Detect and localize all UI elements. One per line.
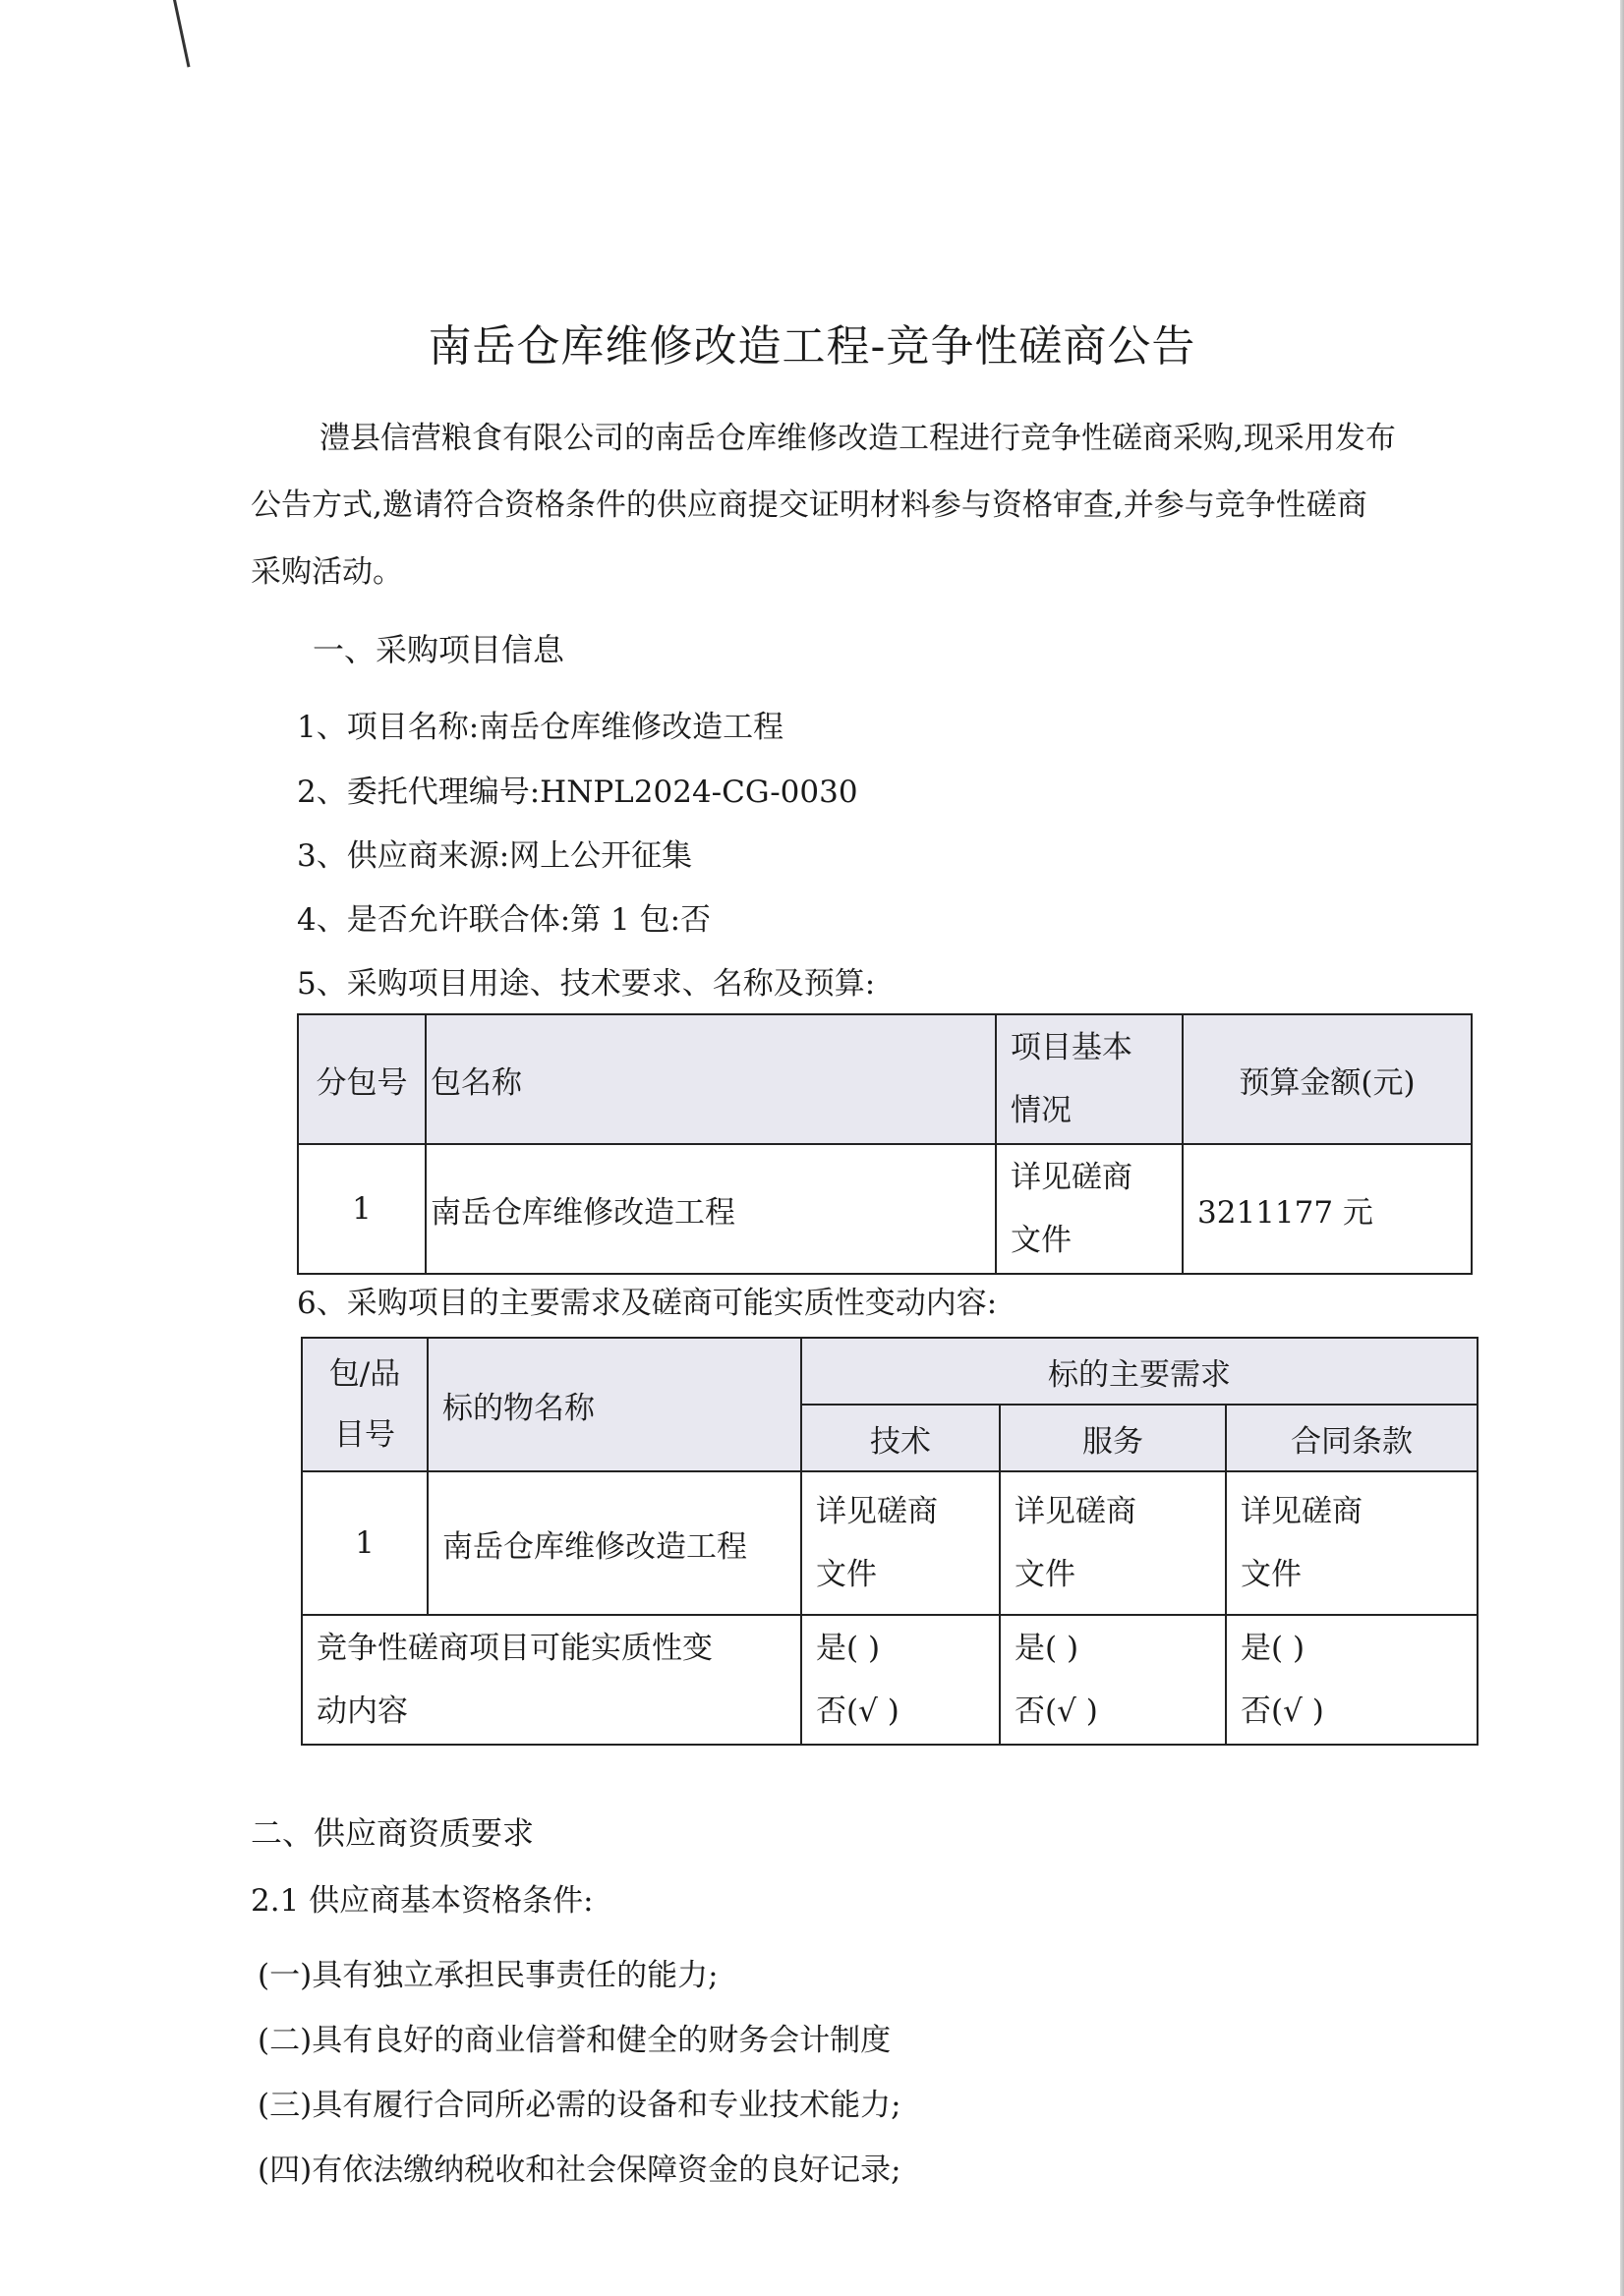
cell-change-service xyxy=(1000,1615,1226,1745)
requirements-table xyxy=(301,1337,1479,1746)
cell-change-service-yes: 是( ) xyxy=(1015,1631,1079,1666)
intro-line-1: 澧县信营粮食有限公司的南岳仓库维修改造工程进行竞争性磋商采购,现采用发布 xyxy=(319,421,1396,456)
qualification-item-2: (二)具有良好的商业信誉和健全的财务会计制度 xyxy=(258,2023,892,2058)
cell-service-line1: 详见磋商 xyxy=(1015,1494,1136,1529)
cell-change-label-line2: 动内容 xyxy=(317,1693,408,1729)
cell-service-line2: 文件 xyxy=(1015,1557,1075,1592)
qualification-item-1: (一)具有独立承担民事责任的能力; xyxy=(258,1958,719,1993)
header-package-no: 分包号 xyxy=(298,1014,426,1144)
section2-heading: 二、供应商资质要求 xyxy=(251,1814,535,1852)
cell-contract-line1: 详见磋商 xyxy=(1241,1494,1363,1529)
req-header-row-1 xyxy=(302,1338,1478,1405)
cell-change-tech xyxy=(801,1615,1000,1745)
cell-tech-line2: 文件 xyxy=(816,1557,877,1592)
budget-table xyxy=(297,1013,1473,1275)
header-pkg-line2: 目号 xyxy=(334,1417,395,1453)
cell-budget: 3211177 元 xyxy=(1183,1144,1472,1274)
item-consortium: 4、是否允许联合体:第 1 包:否 xyxy=(297,902,712,938)
cell-change-label xyxy=(302,1615,801,1745)
cell-change-contract-no: 否(√ ) xyxy=(1241,1693,1324,1729)
item-supplier-source: 3、供应商来源:网上公开征集 xyxy=(297,838,693,874)
item-purpose-budget: 5、采购项目用途、技术要求、名称及预算: xyxy=(297,966,876,1002)
item-main-requirements: 6、采购项目的主要需求及磋商可能实质性变动内容: xyxy=(297,1286,998,1321)
cell-change-service-no: 否(√ ) xyxy=(1015,1693,1098,1729)
cell-change-tech-no: 否(√ ) xyxy=(816,1693,899,1729)
item-project-name: 1、项目名称:南岳仓库维修改造工程 xyxy=(297,710,784,745)
qualification-item-3: (三)具有履行合同所必需的设备和专业技术能力; xyxy=(258,2088,901,2123)
header-tech: 技术 xyxy=(801,1405,1000,1471)
header-contract: 合同条款 xyxy=(1226,1405,1478,1471)
document-title: 南岳仓库维修改造工程-竞争性磋商公告 xyxy=(428,321,1196,372)
cell-change-contract-yes: 是( ) xyxy=(1241,1631,1305,1666)
header-basic-info-line1: 项目基本 xyxy=(1011,1030,1132,1065)
req-change-row xyxy=(302,1615,1478,1745)
intro-line-3: 采购活动。 xyxy=(251,554,403,590)
intro-line-2: 公告方式,邀请符合资格条件的供应商提交证明材料参与资格审查,并参与竞争性磋商 xyxy=(251,488,1367,523)
section1-heading: 一、采购项目信息 xyxy=(313,631,565,668)
cell-basic-info-line2: 文件 xyxy=(1011,1223,1072,1258)
item-agency-code: 2、委托代理编号:HNPL2024-CG-0030 xyxy=(297,775,858,810)
qualification-item-4: (四)有依法缴纳税收和社会保障资金的良好记录; xyxy=(258,2152,901,2188)
header-basic-info-line2: 情况 xyxy=(1011,1093,1072,1128)
cell-change-contract xyxy=(1226,1615,1478,1745)
budget-table-row xyxy=(298,1144,1472,1274)
budget-table-header-row xyxy=(298,1014,1472,1144)
header-main-requirements: 标的主要需求 xyxy=(801,1338,1478,1405)
cell-service xyxy=(1000,1471,1226,1615)
cell-package-no: 1 xyxy=(298,1144,426,1274)
cell-basic-info xyxy=(996,1144,1183,1274)
scan-artifact xyxy=(173,0,198,67)
cell-contract xyxy=(1226,1471,1478,1615)
cell-change-tech-yes: 是( ) xyxy=(816,1631,881,1666)
cell-contract-line2: 文件 xyxy=(1241,1557,1302,1592)
section2-subheading: 2.1 供应商基本资格条件: xyxy=(251,1883,594,1919)
header-pkg-no xyxy=(302,1338,428,1471)
cell-change-label-line1: 竞争性磋商项目可能实质性变 xyxy=(317,1631,713,1666)
cell-tech xyxy=(801,1471,1000,1615)
cell-tech-line1: 详见磋商 xyxy=(816,1494,938,1529)
cell-package-name: 南岳仓库维修改造工程 xyxy=(426,1144,996,1274)
cell-subject-name: 南岳仓库维修改造工程 xyxy=(428,1471,801,1615)
req-data-row xyxy=(302,1471,1478,1615)
header-package-name: 包名称 xyxy=(426,1014,996,1144)
header-pkg-line1: 包/品 xyxy=(328,1356,401,1392)
cell-basic-info-line1: 详见磋商 xyxy=(1011,1160,1132,1195)
header-basic-info xyxy=(996,1014,1183,1144)
header-service: 服务 xyxy=(1000,1405,1226,1471)
header-subject-name: 标的物名称 xyxy=(428,1338,801,1471)
header-budget: 预算金额(元) xyxy=(1183,1014,1472,1144)
cell-pkg-no: 1 xyxy=(302,1471,428,1615)
